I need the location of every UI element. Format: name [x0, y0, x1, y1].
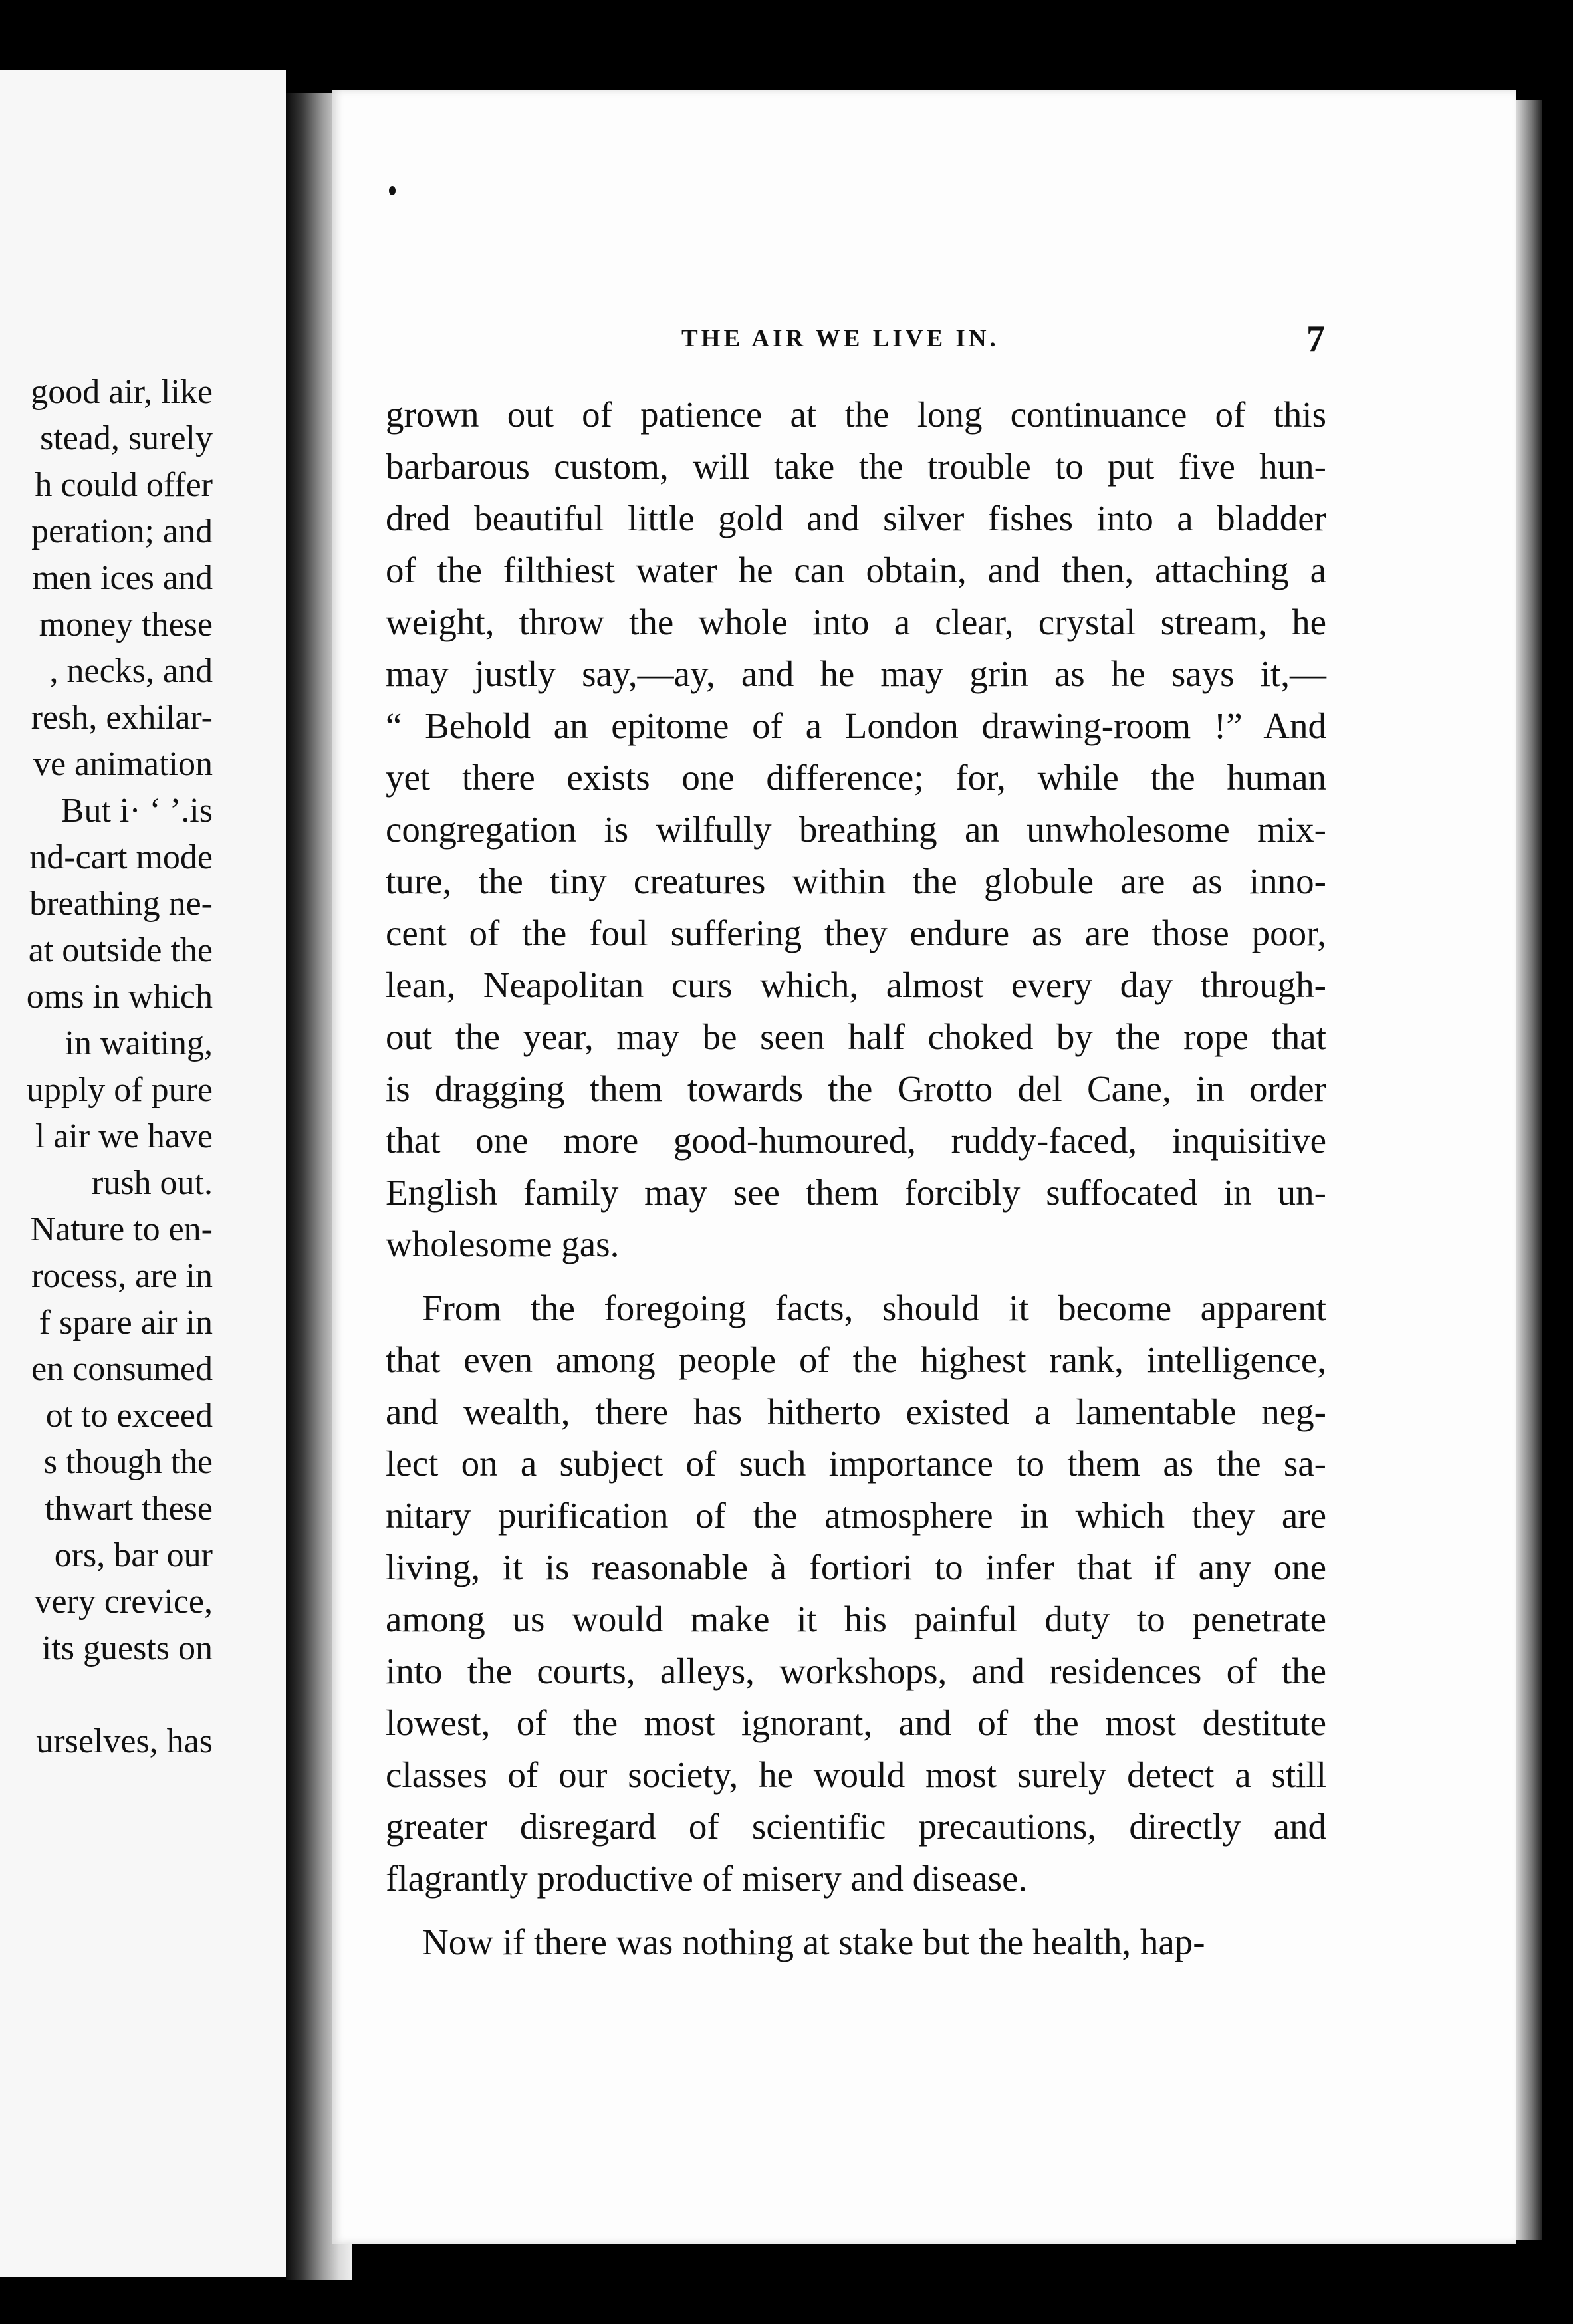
left-page-line: , necks, and — [49, 652, 213, 690]
text-line: and wealth, there has hitherto existed a lamentable neg- — [386, 1391, 1326, 1432]
text-line: ture, the tiny creatures within the globule are as inno- — [386, 861, 1326, 901]
text-line: that even among people of the highest rank, intelligence, — [386, 1339, 1326, 1380]
left-page-line: money these — [39, 606, 213, 643]
left-page-line: Nature to en- — [30, 1211, 213, 1248]
text-line: classes of our society, he would most surely detect a still — [386, 1754, 1326, 1795]
left-page-line: f spare air in — [39, 1304, 213, 1341]
text-line: “ Behold an epitome of a London drawing-room !” And — [386, 705, 1326, 746]
text-line: that one more good-humoured, ruddy-faced, inquisitive — [386, 1120, 1326, 1161]
left-page-line: oms in which — [26, 978, 213, 1016]
text-line: Now if there was nothing at stake but the health, hap- — [422, 1922, 1205, 1962]
left-page-line: its guests on — [41, 1629, 213, 1667]
text-line: cent of the foul suffering they endure as are those poor, — [386, 913, 1326, 953]
left-page-line: h could offer — [35, 466, 213, 504]
text-line: of the filthiest water he can obtain, and then, attaching a — [386, 550, 1326, 590]
left-page-line: resh, exhilar- — [31, 699, 213, 737]
text-line: nitary purification of the atmosphere in which they are — [386, 1495, 1326, 1536]
text-line: greater disregard of scientific precautions, directly and — [386, 1806, 1326, 1847]
left-page-line: But i· ‘ ’.is — [60, 792, 213, 830]
text-line: dred beautiful little gold and silver fishes into a bladder — [386, 498, 1326, 538]
text-line: may justly say,—ay, and he may grin as he says it,— — [386, 653, 1326, 694]
page-number: 7 — [1306, 318, 1325, 360]
text-line: flagrantly productive of misery and disease. — [386, 1858, 1028, 1899]
left-page-line: urselves, has — [36, 1722, 213, 1760]
left-page-line: peration; and — [31, 513, 213, 550]
left-page-line: s though the — [43, 1443, 213, 1481]
left-page-line: breathing ne- — [29, 885, 213, 923]
left-page-line: very crevice, — [34, 1583, 213, 1621]
left-page-line: thwart these — [45, 1490, 213, 1528]
text-line: wholesome gas. — [386, 1224, 620, 1264]
text-line: is dragging them towards the Grotto del Cane, in order — [386, 1068, 1326, 1109]
left-page — [0, 70, 286, 2277]
text-line: out the year, may be seen half choked by the rope that — [386, 1016, 1326, 1057]
text-line: among us would make it his painful duty to penetrate — [386, 1599, 1326, 1639]
left-page-line: men ices and — [32, 559, 213, 597]
text-line: weight, throw the whole into a clear, crystal stream, he — [386, 602, 1326, 642]
text-line: English family may see them forcibly suffocated in un- — [386, 1172, 1326, 1213]
left-page-line: upply of pure — [26, 1071, 213, 1109]
text-line: lean, Neapolitan curs which, almost every day through- — [386, 965, 1326, 1005]
text-line: living, it is reasonable à fortiori to infer that if any one — [386, 1547, 1326, 1587]
left-page-line: ot to exceed — [45, 1397, 213, 1435]
text-line: lect on a subject of such importance to them as the sa- — [386, 1443, 1326, 1484]
left-page-line: at outside the — [28, 931, 213, 969]
text-line: barbarous custom, will take the trouble to put five hun- — [386, 446, 1326, 487]
left-page-line: en consumed — [31, 1350, 213, 1388]
body-text — [386, 389, 1326, 1968]
text-line: yet there exists one difference; for, while the human — [386, 757, 1326, 798]
left-page-line: ors, bar our — [54, 1536, 213, 1574]
text-line: grown out of patience at the long continuance of this — [386, 394, 1326, 435]
left-page-line: rush out. — [92, 1164, 213, 1202]
left-page-line: nd-cart mode — [29, 838, 213, 876]
running-head: THE AIR WE LIVE IN. — [681, 325, 999, 352]
text-line: congregation is wilfully breathing an unwholesome mix- — [386, 809, 1326, 850]
left-page-line: l air we have — [35, 1117, 213, 1155]
left-page-line: rocess, are in — [31, 1257, 213, 1295]
text-line: into the courts, alleys, workshops, and residences of the — [386, 1651, 1326, 1691]
left-page-line: good air, like — [31, 373, 213, 411]
text-line: From the foregoing facts, should it become apparent — [422, 1288, 1326, 1328]
left-page-line: stead, surely — [40, 419, 213, 457]
left-page-line: ve animation — [33, 745, 213, 783]
left-page-line: in waiting, — [64, 1024, 213, 1062]
text-line: lowest, of the most ignorant, and of the most destitute — [386, 1702, 1326, 1743]
page-edge — [1516, 100, 1542, 2240]
ink-speck — [389, 186, 396, 195]
